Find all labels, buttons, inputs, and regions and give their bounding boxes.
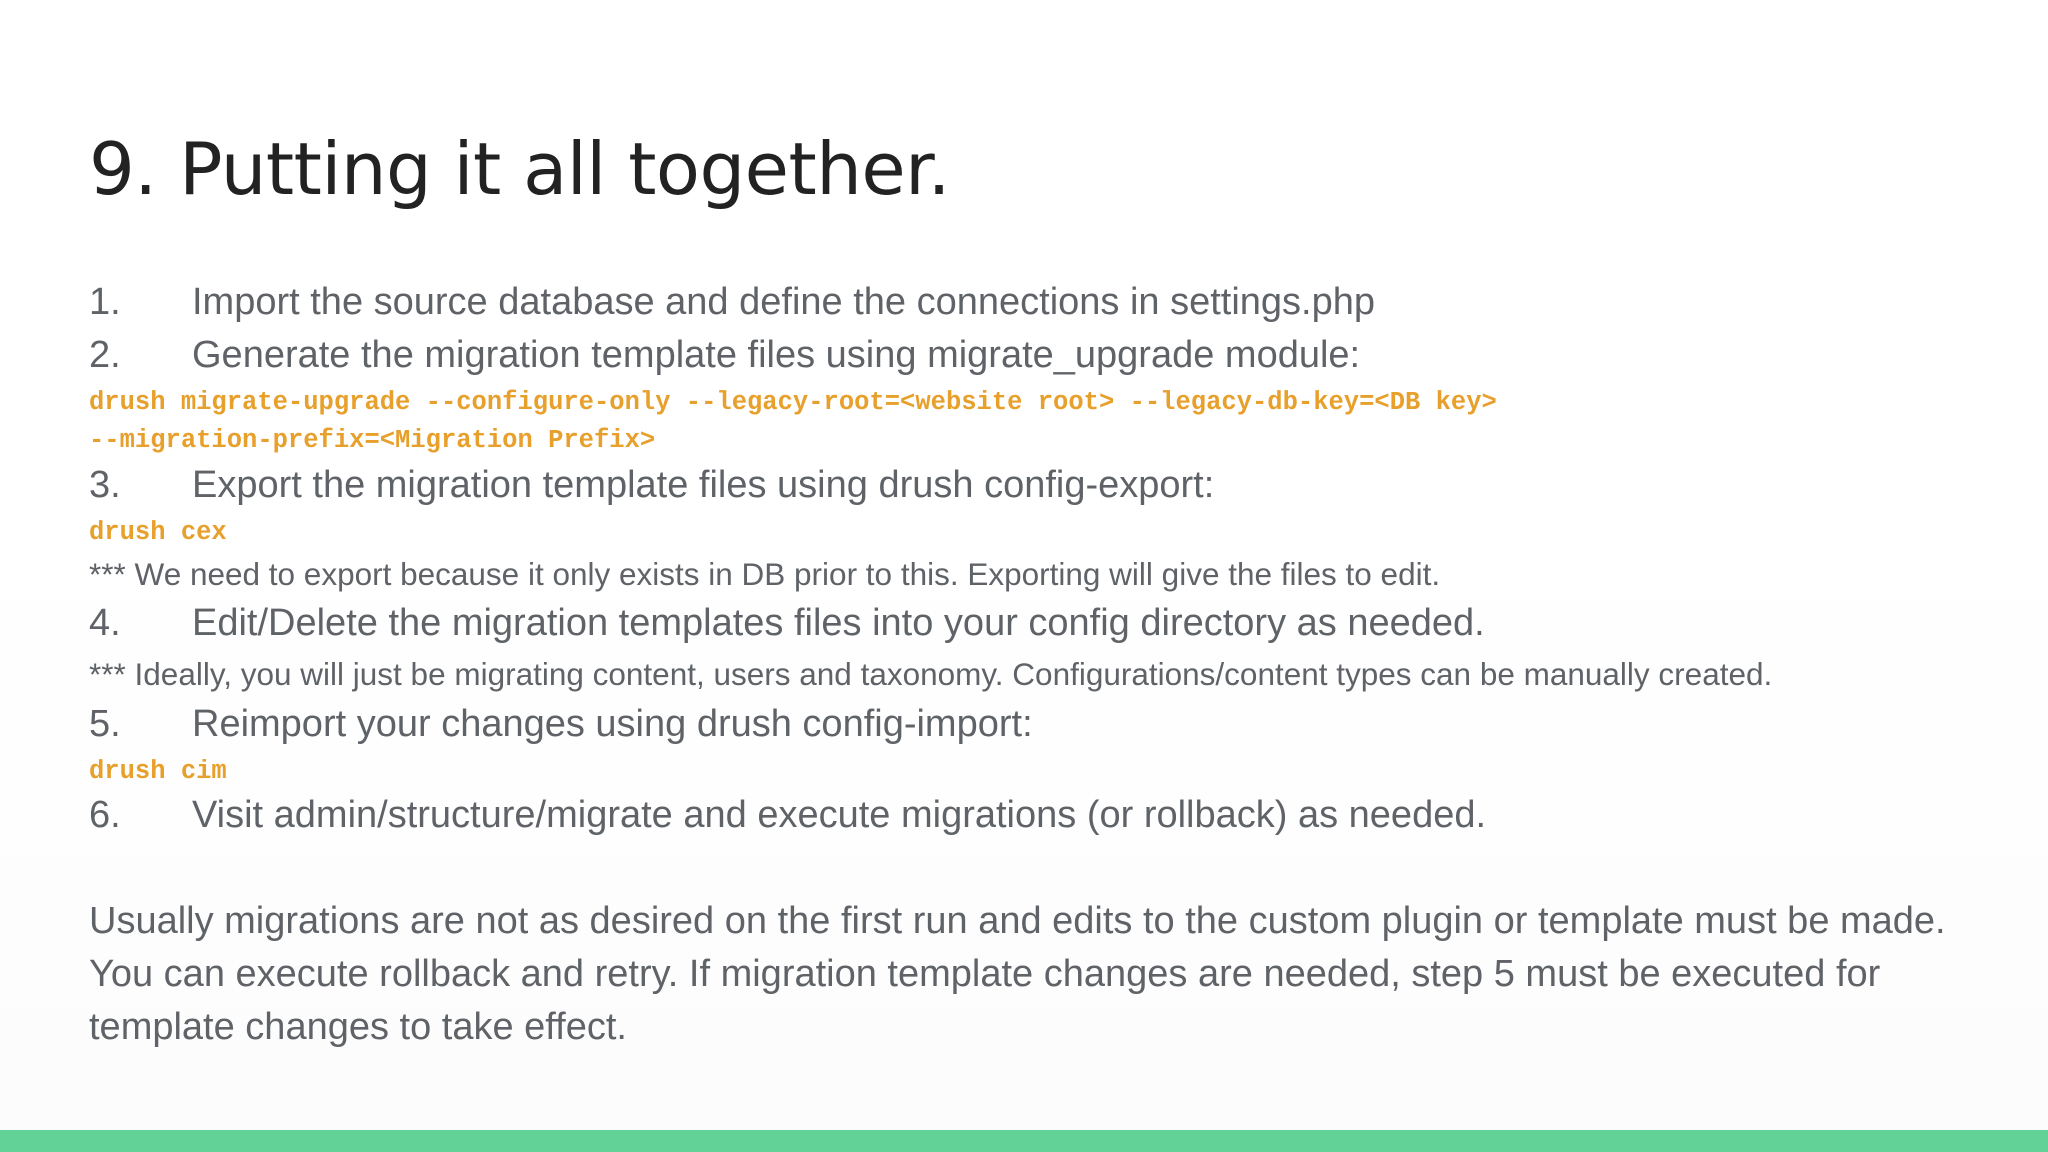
note-step-4: *** Ideally, you will just be migrating content, users and taxonomy. Configurations/content types can be manually created.: [89, 656, 1773, 692]
step-number: 5.: [89, 703, 121, 745]
step-text: Generate the migration template files using migrate_upgrade module:: [192, 334, 1361, 376]
step-text: Visit admin/structure/migrate and execute migrations (or rollback) as needed.: [192, 794, 1487, 836]
step-text: Edit/Delete the migration templates files into your config directory as needed.: [192, 602, 1485, 644]
summary-paragraph: Usually migrations are not as desired on the first run and edits to the custom plugin or template must be made. You can execute rollback and retry. If migration template changes are needed, step 5 must be executed for template changes to take effect.: [89, 900, 1946, 1048]
list-item-step-5: [89, 700, 1033, 748]
step-text: Import the source database and define the connections in settings.php: [192, 281, 1376, 323]
list-item-step-4: [89, 599, 1485, 647]
list-item-step-1: [89, 278, 1375, 326]
list-item-step-3: [89, 461, 1214, 509]
slide-title: 9. Putting it all together.: [89, 127, 951, 211]
step-number: 3.: [89, 464, 121, 506]
code-line-drush-cex: drush cex: [89, 518, 227, 547]
list-item-step-6: [89, 791, 1486, 839]
step-number: 6.: [89, 794, 121, 836]
step-text: Export the migration template files using drush config-export:: [192, 464, 1215, 506]
code-line-drush-cim: drush cim: [89, 757, 227, 786]
code-line-migration-prefix: --migration-prefix=<Migration Prefix>: [89, 426, 656, 455]
step-number: 1.: [89, 281, 121, 323]
step-number: 4.: [89, 602, 121, 644]
list-item-step-2: [89, 331, 1360, 379]
step-text: Reimport your changes using drush config-import:: [192, 703, 1033, 745]
code-line-migrate-upgrade: drush migrate-upgrade --configure-only --legacy-root=<website root> --legacy-db-key=<DB key>: [89, 388, 1497, 417]
step-number: 2.: [89, 334, 121, 376]
accent-bar: [0, 1130, 2048, 1152]
note-step-3: *** We need to export because it only exists in DB prior to this. Exporting will give the files to edit.: [89, 556, 1441, 592]
